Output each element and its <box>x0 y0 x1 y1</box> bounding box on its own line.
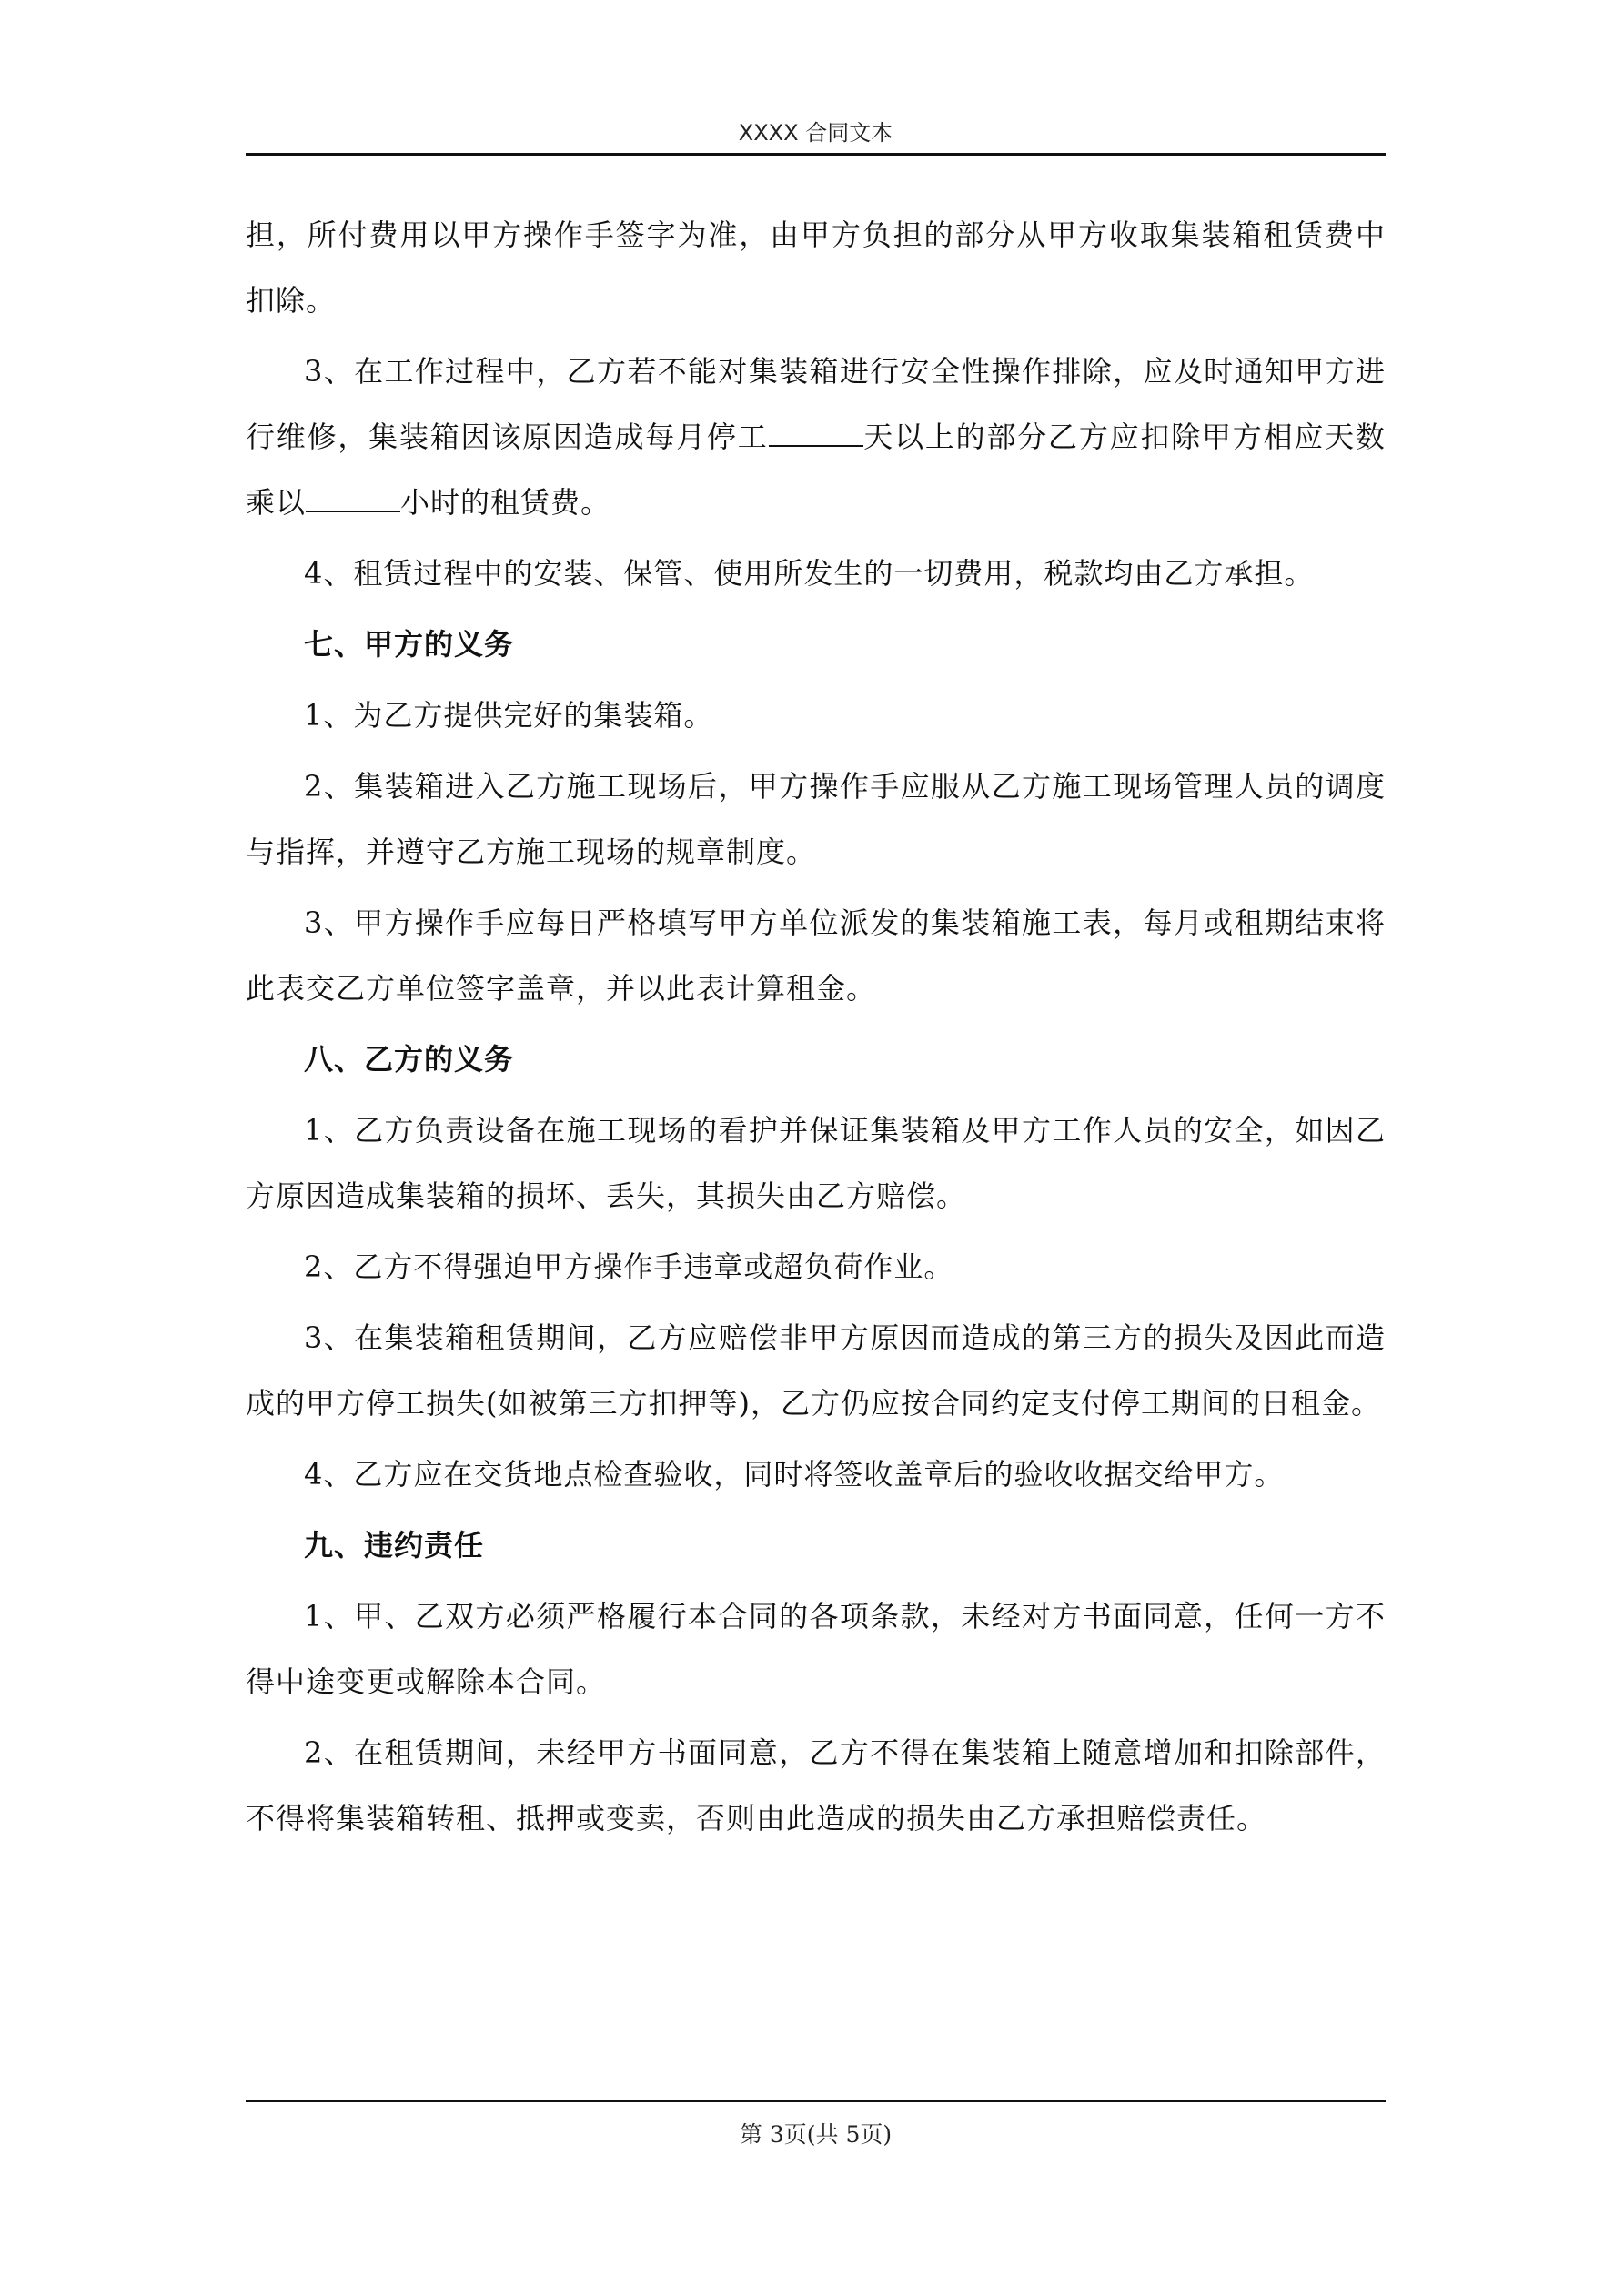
paragraph-clause-9-2: 2、在租赁期间，未经甲方书面同意，乙方不得在集装箱上随意增加和扣除部件，不得将集装箱转租、抵押或变卖，否则由此造成的损失由乙方承担赔偿责任。 <box>246 1735 1386 1836</box>
clause-6-3-text-a: 3、在工作过程中，乙方若不能对集装箱进行安全性操作排除，应及时通知甲方进行维修，集装箱因该原因造成每月停工 <box>246 354 1386 454</box>
paragraph-clause-8-1: 1、乙方负责设备在施工现场的看护并保证集装箱及甲方工作人员的安全，如因乙方原因造成集装箱的损坏、丢失，其损失由乙方赔偿。 <box>246 1113 1386 1213</box>
paragraph-continued: 担，所付费用以甲方操作手签字为准，由甲方负担的部分从甲方收取集装箱租赁费中扣除。 <box>246 217 1386 318</box>
paragraph-clause-8-2: 2、乙方不得强迫甲方操作手违章或超负荷作业。 <box>304 1249 954 1284</box>
page-header-title: XXXX 合同文本 <box>738 120 893 146</box>
fill-blank-days[interactable] <box>769 420 863 447</box>
clause-6-3-text-c: 小时的租赁费。 <box>400 485 611 520</box>
paragraph-clause-7-3: 3、甲方操作手应每日严格填写甲方单位派发的集装箱施工表，每月或租期结束将此表交乙方单位签字盖章，并以此表计算租金。 <box>246 905 1386 1006</box>
paragraph-clause-6-4: 4、租赁过程中的安装、保管、使用所发生的一切费用，税款均由乙方承担。 <box>304 556 1315 591</box>
footer-divider <box>246 2100 1386 2102</box>
paragraph-clause-6-3 <box>246 339 1386 535</box>
paragraph-clause-7-1: 1、为乙方提供完好的集装箱。 <box>304 698 714 733</box>
fill-blank-hours[interactable] <box>306 485 400 512</box>
section-heading-7: 七、甲方的义务 <box>304 627 515 662</box>
page-number: 第 3页(共 5页) <box>739 2121 893 2148</box>
section-heading-8: 八、乙方的义务 <box>304 1042 515 1077</box>
paragraph-clause-8-4: 4、乙方应在交货地点检查验收，同时将签收盖章后的验收收据交给甲方。 <box>304 1457 1285 1492</box>
section-heading-9: 九、违约责任 <box>304 1528 485 1563</box>
paragraph-clause-7-2: 2、集装箱进入乙方施工现场后，甲方操作手应服从乙方施工现场管理人员的调度与指挥，并遵守乙方施工现场的规章制度。 <box>246 769 1386 869</box>
header-divider <box>246 153 1386 156</box>
contract-body <box>246 202 1386 1851</box>
clause-6-3-text-b: 天以上的部分乙方应扣除甲方相应天数乘以 <box>246 420 1386 520</box>
paragraph-clause-9-1: 1、甲、乙双方必须严格履行本合同的各项条款，未经对方书面同意，任何一方不得中途变更或解除本合同。 <box>246 1599 1386 1699</box>
paragraph-clause-8-3: 3、在集装箱租赁期间，乙方应赔偿非甲方原因而造成的第三方的损失及因此而造成的甲方停工损失(如被第三方扣押等)，乙方仍应按合同约定支付停工期间的日租金。 <box>246 1320 1386 1421</box>
